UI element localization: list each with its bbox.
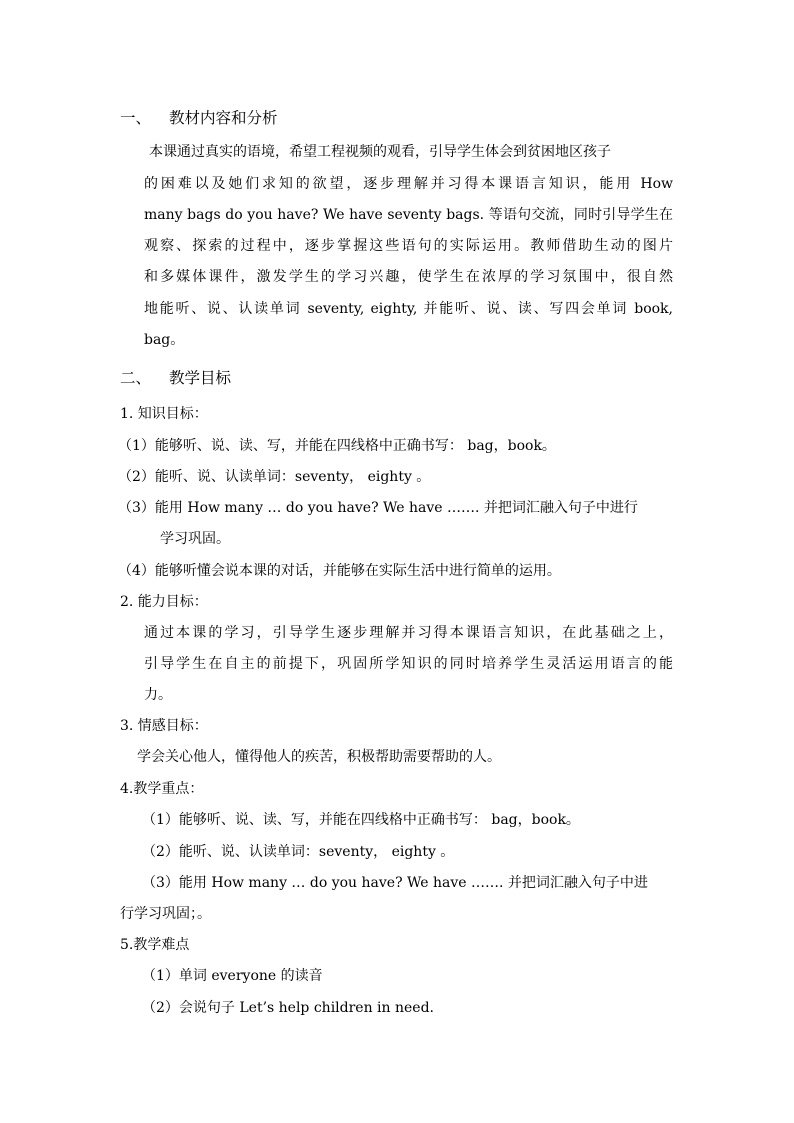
- section-2-number: 二、: [120, 369, 152, 387]
- difficulty-item-2: （2）会说句子 Let’s help children in need.: [142, 1000, 435, 1016]
- emotion-goals-title: 3. 情感目标：: [120, 718, 208, 734]
- paragraph-line: 本课通过真实的语境，希望工程视频的观看，引导学生体会到贫困地区孩子: [149, 144, 611, 160]
- focus-item-2: （2）能听、说、认读单词：seventy， eighty 。: [142, 844, 455, 860]
- knowledge-item-3-continued: 学习巩固。: [160, 531, 230, 547]
- focus-item-1: （1）能够听、说、读、写，并能在四线格中正确书写： bag，book。: [142, 812, 580, 828]
- knowledge-item-2: （2）能听、说、认读单词：seventy， eighty 。: [118, 469, 431, 485]
- ability-goals-title: 2. 能力目标：: [120, 594, 208, 610]
- section-2-title: 教学目标: [169, 369, 232, 387]
- paragraph-line: 观察、探索的过程中，逐步掌握这些语句的实际运用。教师借助生动的图片: [144, 238, 673, 254]
- difficulty-item-1: （1）单词 everyone 的读音: [142, 968, 323, 984]
- focus-item-3: （3）能用 How many … do you have? We have ……. 并把词汇融入句子中进: [142, 875, 648, 891]
- ability-line: 力。: [144, 687, 172, 703]
- knowledge-item-1: （1）能够听、说、读、写，并能在四线格中正确书写： bag，book。: [118, 438, 556, 454]
- knowledge-item-4: （4）能够听懂会说本课的对话，并能够在实际生活中进行简单的运用。: [118, 563, 561, 579]
- focus-title: 4.教学重点：: [120, 781, 204, 797]
- knowledge-goals-title: 1. 知识目标：: [120, 406, 208, 422]
- emotion-text: 学会关心他人，懂得他人的疾苦，积极帮助需要帮助的人。: [137, 749, 501, 765]
- focus-item-3-continued: 行学习巩固；。: [120, 906, 211, 922]
- difficulty-title: 5.教学难点: [120, 937, 190, 953]
- knowledge-item-3: （3）能用 How many … do you have? We have ……. 并把词汇融入句子中进行: [118, 500, 638, 516]
- ability-line: 引导学生在自主的前提下，巩固所学知识的同时培养学生灵活运用语言的能: [144, 656, 673, 672]
- ability-line: 通过本课的学习，引导学生逐步理解并习得本课语言知识，在此基础之上，: [144, 625, 673, 641]
- paragraph-line: bag。: [144, 332, 185, 348]
- paragraph-line: 的困难以及她们求知的欲望，逐步理解并习得本课语言知识，能用 How: [144, 176, 673, 192]
- section-1-heading: [120, 108, 278, 128]
- section-1-number: 一、: [120, 109, 152, 127]
- paragraph-line: 地能听、说、认读单词 seventy, eighty, 并能听、说、读、写四会单词 book,: [144, 301, 673, 317]
- section-1-title: 教材内容和分析: [169, 109, 278, 127]
- paragraph-line: 和多媒体课件，激发学生的学习兴趣，使学生在浓厚的学习氛围中，很自然: [144, 269, 673, 285]
- paragraph-line: many bags do you have? We have seventy bags. 等语句交流，同时引导学生在: [144, 207, 673, 223]
- section-2-heading: [120, 368, 231, 388]
